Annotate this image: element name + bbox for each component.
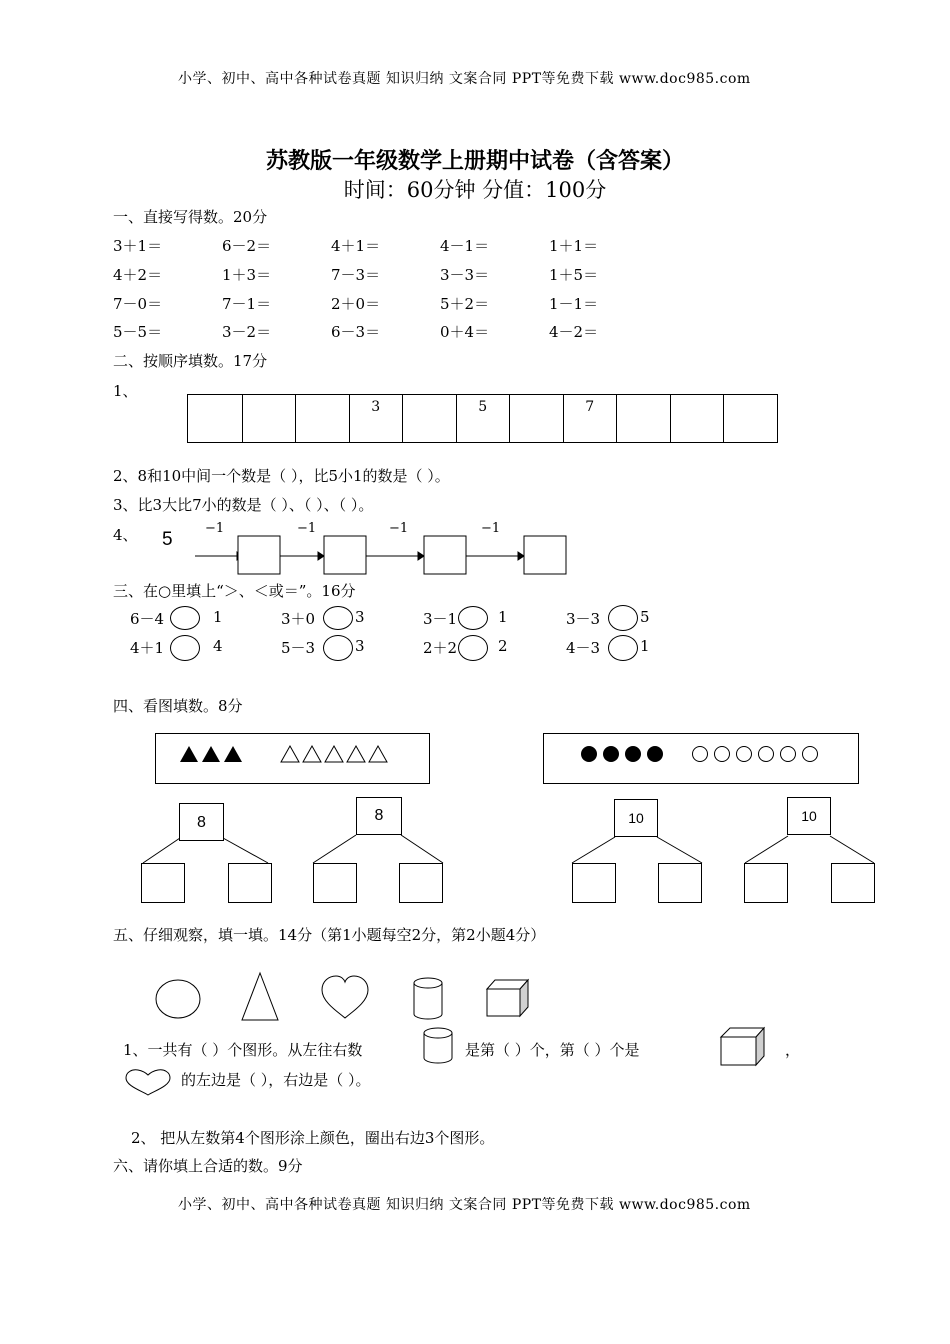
shape-row [150,968,540,1028]
arith-item: 1＋1＝ [549,237,599,255]
compare-circle[interactable] [170,606,200,630]
compare-right: 1 [498,608,508,626]
tree-top-box: 8 [179,803,224,841]
arith-item: 1－1＝ [549,295,599,313]
filled-dot-icon [647,746,663,762]
tree-answer-box[interactable] [572,863,616,903]
tree-answer-box[interactable] [744,863,788,903]
chain-box [238,536,280,574]
arith-row [113,293,658,314]
hollow-dot-icon [803,747,818,762]
tree-answer-box[interactable] [141,863,185,903]
arith-row [113,321,658,342]
sequence-strip [187,394,778,443]
hollow-triangle-icon [281,746,299,762]
q5-1-part-a: 1、一共有（ ）个图形。从左往右数 [123,1041,363,1059]
q5-1-part-b: 是第（ ）个，第（ ）个是 [465,1041,640,1059]
chain-arrowhead [418,552,424,560]
compare-circle[interactable] [458,635,488,661]
circle-shape-icon [156,980,200,1018]
compare-left: 3＋0 [281,610,316,628]
compare-right: 2 [498,637,508,655]
compare-left: 3－1 [423,610,458,628]
section5-heading: 五、仔细观察，填一填。14分（第1小题每空2分，第2小题4分） [113,926,546,944]
chain-op: −1 [297,521,317,536]
compare-right: 5 [640,608,650,626]
arith-item: 1＋3＝ [222,266,272,284]
section6-heading: 六、请你填上合适的数。9分 [113,1157,303,1175]
cylinder-inline-icon [420,1026,456,1066]
cube-shape-side [520,980,528,1016]
arith-item: 7－3＝ [331,266,381,284]
tree-answer-box[interactable] [228,863,272,903]
q3-text: 3、比3大比7小的数是（ ）、（ ）、（ ）。 [113,496,374,514]
heart-inline-icon [122,1066,174,1098]
arith-item: 3＋1＝ [113,237,163,255]
compare-left: 4－3 [566,639,601,657]
section3-heading: 三、在○里填上“＞、＜或＝”。16分 [113,582,356,600]
triangle-shape-icon [242,973,278,1020]
compare-circle[interactable] [170,635,200,661]
arith-item: 3－2＝ [222,323,272,341]
triangle-picture-box [155,733,430,784]
arith-item: 0＋4＝ [440,323,490,341]
page-footer: 小学、初中、高中各种试卷真题 知识归纳 文案合同 PPT等免费下载 www.doc985.com [178,1197,751,1213]
filled-dot-icon [625,746,641,762]
chain-start: 5 [162,529,173,550]
chain-box [324,536,366,574]
tree-answer-box[interactable] [399,863,443,903]
arith-item: 4＋2＝ [113,266,163,284]
arith-item: 2＋0＝ [331,295,381,313]
page-header: 小学、初中、高中各种试卷真题 知识归纳 文案合同 PPT等免费下载 www.doc985.com [178,71,751,87]
compare-left: 6－4 [130,610,165,628]
sequence-cell: 7 [563,395,617,442]
chain-op: −1 [481,521,501,536]
cube-shape-icon [487,989,520,1016]
page-title: 苏教版一年级数学上册期中试卷（含答案） [265,148,684,174]
dot-icons [544,734,858,783]
triangle-icons [156,734,429,783]
q4-label: 4、 [113,526,138,544]
arith-item: 1＋5＝ [549,266,599,284]
chain-box [524,536,566,574]
sequence-cell: 5 [456,395,510,442]
sequence-cell[interactable] [402,395,456,442]
compare-right: 1 [640,637,650,655]
arith-item: 4＋1＝ [331,237,381,255]
q5-1-comma: ， [785,1041,801,1059]
compare-right: 1 [213,608,223,626]
arith-item: 7－1＝ [222,295,272,313]
hollow-dot-icon [737,747,752,762]
q2-text: 2、8和10中间一个数是（ ），比5小1的数是（ ）。 [113,467,450,485]
compare-right: 3 [355,637,365,655]
compare-left: 5－3 [281,639,316,657]
hollow-dot-icon [781,747,796,762]
q5-1-part-d: 的左边是（ ），右边是（ ）。 [181,1071,371,1089]
filled-dot-icon [603,746,619,762]
sequence-cell[interactable] [295,395,349,442]
sequence-cell[interactable] [509,395,563,442]
compare-circle[interactable] [323,606,353,630]
sequence-cell[interactable] [188,395,242,442]
section4-heading: 四、看图填数。8分 [113,697,243,715]
compare-left: 2＋2 [423,639,458,657]
chain-box [424,536,466,574]
section2-heading: 二、按顺序填数。17分 [113,352,268,370]
tree-answer-box[interactable] [658,863,702,903]
tree-top-box: 10 [787,797,831,835]
tree-top-box: 8 [356,797,402,835]
tree-answer-box[interactable] [313,863,357,903]
chain-diagram [190,520,580,575]
compare-left: 3－3 [566,610,601,628]
heart-shape-icon [322,976,368,1018]
filled-triangle-icon [180,746,198,762]
arith-item: 5－5＝ [113,323,163,341]
compare-circle[interactable] [458,606,488,630]
arith-item: 4－1＝ [440,237,490,255]
q5-2-text: 2、 把从左数第4个图形涂上颜色，圈出右边3个图形。 [131,1129,495,1147]
arith-item: 6－2＝ [222,237,272,255]
q1-label: 1、 [113,382,138,400]
arith-item: 7－0＝ [113,295,163,313]
sequence-cell: 3 [349,395,403,442]
arith-row [113,235,658,256]
compare-right: 4 [213,637,223,655]
arith-item: 3－3＝ [440,266,490,284]
arith-item: 6－3＝ [331,323,381,341]
hollow-triangle-icon [325,746,343,762]
chain-arrowhead [518,552,524,560]
sequence-cell[interactable] [723,395,777,442]
compare-right: 3 [355,608,365,626]
tree-top-box: 10 [614,799,658,837]
sequence-cell[interactable] [616,395,670,442]
chain-op: −1 [205,521,225,536]
compare-circle[interactable] [323,635,353,661]
hollow-triangle-icon [347,746,365,762]
tree-answer-box[interactable] [831,863,875,903]
hollow-dot-icon [715,747,730,762]
arith-item: 5＋2＝ [440,295,490,313]
compare-left: 4＋1 [130,639,165,657]
filled-triangle-icon [224,746,242,762]
page-subtitle: 时间：60分钟 分值：100分 [343,178,607,202]
cylinder-shape-icon [414,978,442,988]
section1-heading: 一、直接写得数。20分 [113,208,268,226]
hollow-dot-icon [759,747,774,762]
hollow-dot-icon [693,747,708,762]
cube-inline-icon [718,1026,770,1068]
sequence-cell[interactable] [242,395,296,442]
hollow-triangle-icon [303,746,321,762]
filled-dot-icon [581,746,597,762]
sequence-cell[interactable] [670,395,724,442]
compare-circle[interactable] [608,635,638,661]
compare-circle[interactable] [608,605,638,631]
arith-row [113,264,658,285]
chain-arrowhead [318,552,324,560]
arith-item: 4－2＝ [549,323,599,341]
chain-op: −1 [389,521,409,536]
filled-triangle-icon [202,746,220,762]
hollow-triangle-icon [369,746,387,762]
dot-picture-box [543,733,859,784]
